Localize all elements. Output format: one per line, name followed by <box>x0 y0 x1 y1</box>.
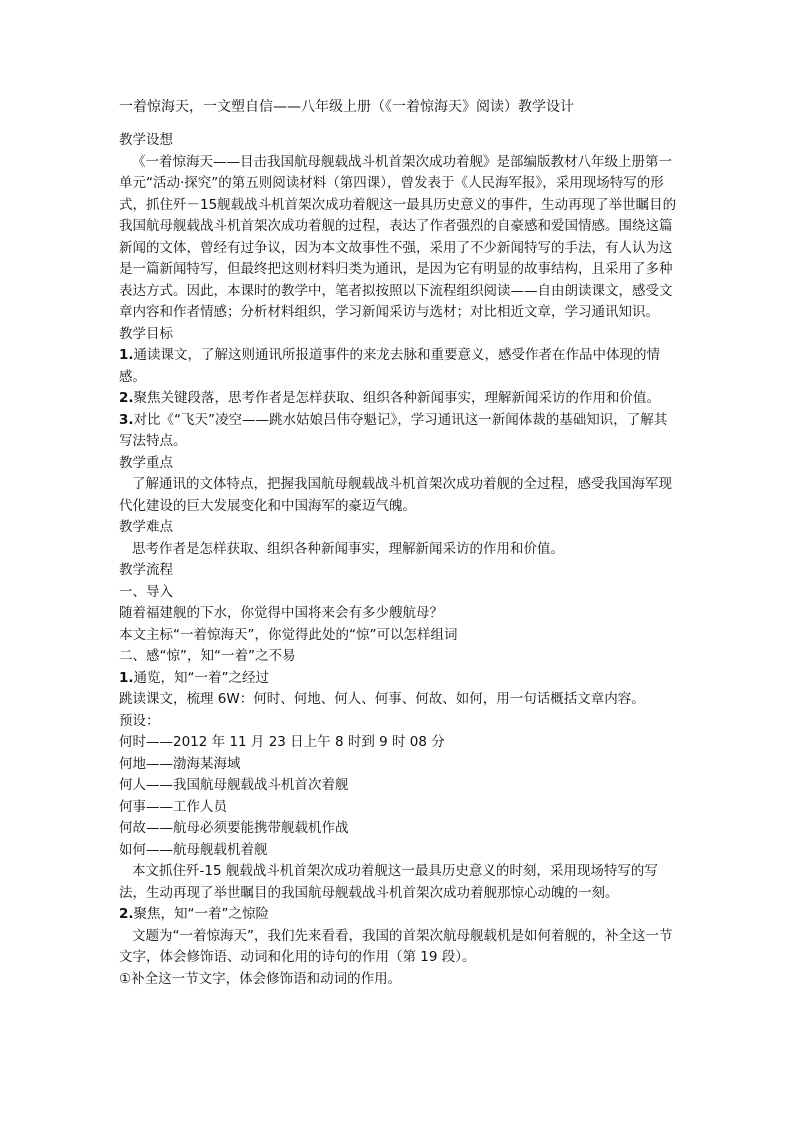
goal-2-number: 2. <box>119 390 134 406</box>
goal-2-text: 聚焦关键段落，思考作者是怎样获取、组织各种新闻事实，理解新闻采访的作用和价值。 <box>133 390 661 406</box>
section-heading-difficulties: 教学难点 <box>119 519 173 535</box>
key-points-paragraph: 了解通讯的文体特点，把握我国航母舰载战斗机首架次成功着舰的全过程，感受我国海军现代化建设的巨大发展变化和中国海军的豪迈气魄。 <box>119 476 672 514</box>
sub-step-2-heading <box>119 904 679 926</box>
section-heading-concept: 教学设想 <box>119 132 173 148</box>
concept-paragraph: 《一着惊海天——目击我国航母舰载战斗机首架次成功着舰》是部编版教材八年级上册第一单元“活动·探究”的第五则阅读材料（第四课），曾发表于《人民海军报》，采用现场特写的形式，抓住歼－15舰载战斗机首架次成功着舰这一最具历史意义的事件，生动再现了举世瞩目的我国航母舰载战斗机首架次成功着舰的过程，表达了作者强烈的自豪感和爱国情感。围绕这篇新闻的文体，曾经有过争议，因为本文故事性不强，采用了不少新闻特写的手法，有人认为这是一篇新闻特写，但最终把这则材料归类为通讯，是因为它有明显的故事结构，且采用了多种表达方式。因此，本课时的教学中，笔者拟按照以下流程组织阅读——自由朗读课文，感受文章内容和作者情感；分析材料组织，学习新闻采访与选材；对比相近文章，学习通讯知识。 <box>119 153 677 320</box>
sub-step-2-paragraph: 文题为“一着惊海天”，我们先来看看，我国的首架次航母舰载机是如何着舰的，补全这一节文字，体会修饰语、动词和化用的诗句的作用（第 19 段）。 <box>119 927 673 965</box>
goal-item-3 <box>119 410 679 453</box>
sub-step-1-heading <box>119 668 679 690</box>
w-who: 何人——我国航母舰载战斗机首次着舰 <box>119 777 349 793</box>
section-heading-goals: 教学目标 <box>119 325 173 342</box>
sub-step-2-number: 2. <box>119 906 134 922</box>
sub-step-2-item-1: ①补全这一节文字，体会修饰语和动词的作用。 <box>119 970 402 987</box>
step-2-heading: 二、感“惊”，知“一着”之不易 <box>119 648 296 664</box>
step-1-heading: 一、导入 <box>119 583 173 600</box>
w-why: 何故——航母必须要能携带舰载机作战 <box>119 820 349 836</box>
sub-step-1-title: 通览，知“一着”之经过 <box>133 669 270 686</box>
section-heading-procedure: 教学流程 <box>119 562 173 578</box>
step-1-question-2: 本文主标“一着惊海天”，你觉得此处的“惊”可以怎样组词 <box>119 626 458 643</box>
sub-step-1-number: 1. <box>119 669 134 686</box>
preset-label: 预设： <box>119 712 160 729</box>
sub-step-1-task: 跳读课文，梳理 6W：何时、何地、何人、何事、何故、如何，用一句话概括文章内容。 <box>119 691 645 707</box>
goal-item-2 <box>119 388 679 410</box>
difficulties-paragraph: 思考作者是怎样获取、组织各种新闻事实，理解新闻采访的作用和价值。 <box>132 540 564 557</box>
goal-3-number: 3. <box>119 411 134 428</box>
section-heading-key-points: 教学重点 <box>119 454 173 471</box>
goal-item-1 <box>119 345 679 388</box>
sub-step-2-title: 聚焦，知“一着”之惊险 <box>133 906 270 922</box>
w-where: 何地——渤海某海域 <box>119 755 241 772</box>
step-1-question-1: 随着福建舰的下水，你觉得中国将来会有多少艘航母？ <box>119 605 443 621</box>
document-body <box>119 130 679 990</box>
goal-1-text: 通读课文，了解这则通讯所报道事件的来龙去脉和重要意义，感受作者在作品中体现的情感。 <box>119 347 661 385</box>
summary-paragraph: 本文抓住歼-15 舰载战斗机首架次成功着舰这一最具历史意义的时刻，采用现场特写的写法，生动再现了举世瞩目的我国航母舰载战斗机首架次成功着舰那惊心动魄的一刻。 <box>119 863 658 901</box>
w-what: 何事——工作人员 <box>119 798 227 815</box>
w-when: 何时——2012 年 11 月 23 日上午 8 时到 9 时 08 分 <box>119 734 445 750</box>
goal-3-text: 对比《“飞天”凌空——跳水姑娘吕伟夺魁记》，学习通讯这一新闻体裁的基础知识，了解其写法特点。 <box>119 411 668 449</box>
w-how: 如何——航母舰载机着舰 <box>119 841 268 858</box>
goal-1-number: 1. <box>119 347 134 363</box>
document-title: 一着惊海天，一文塑自信——八年级上册（《一着惊海天》阅读）教学设计 <box>119 99 574 115</box>
